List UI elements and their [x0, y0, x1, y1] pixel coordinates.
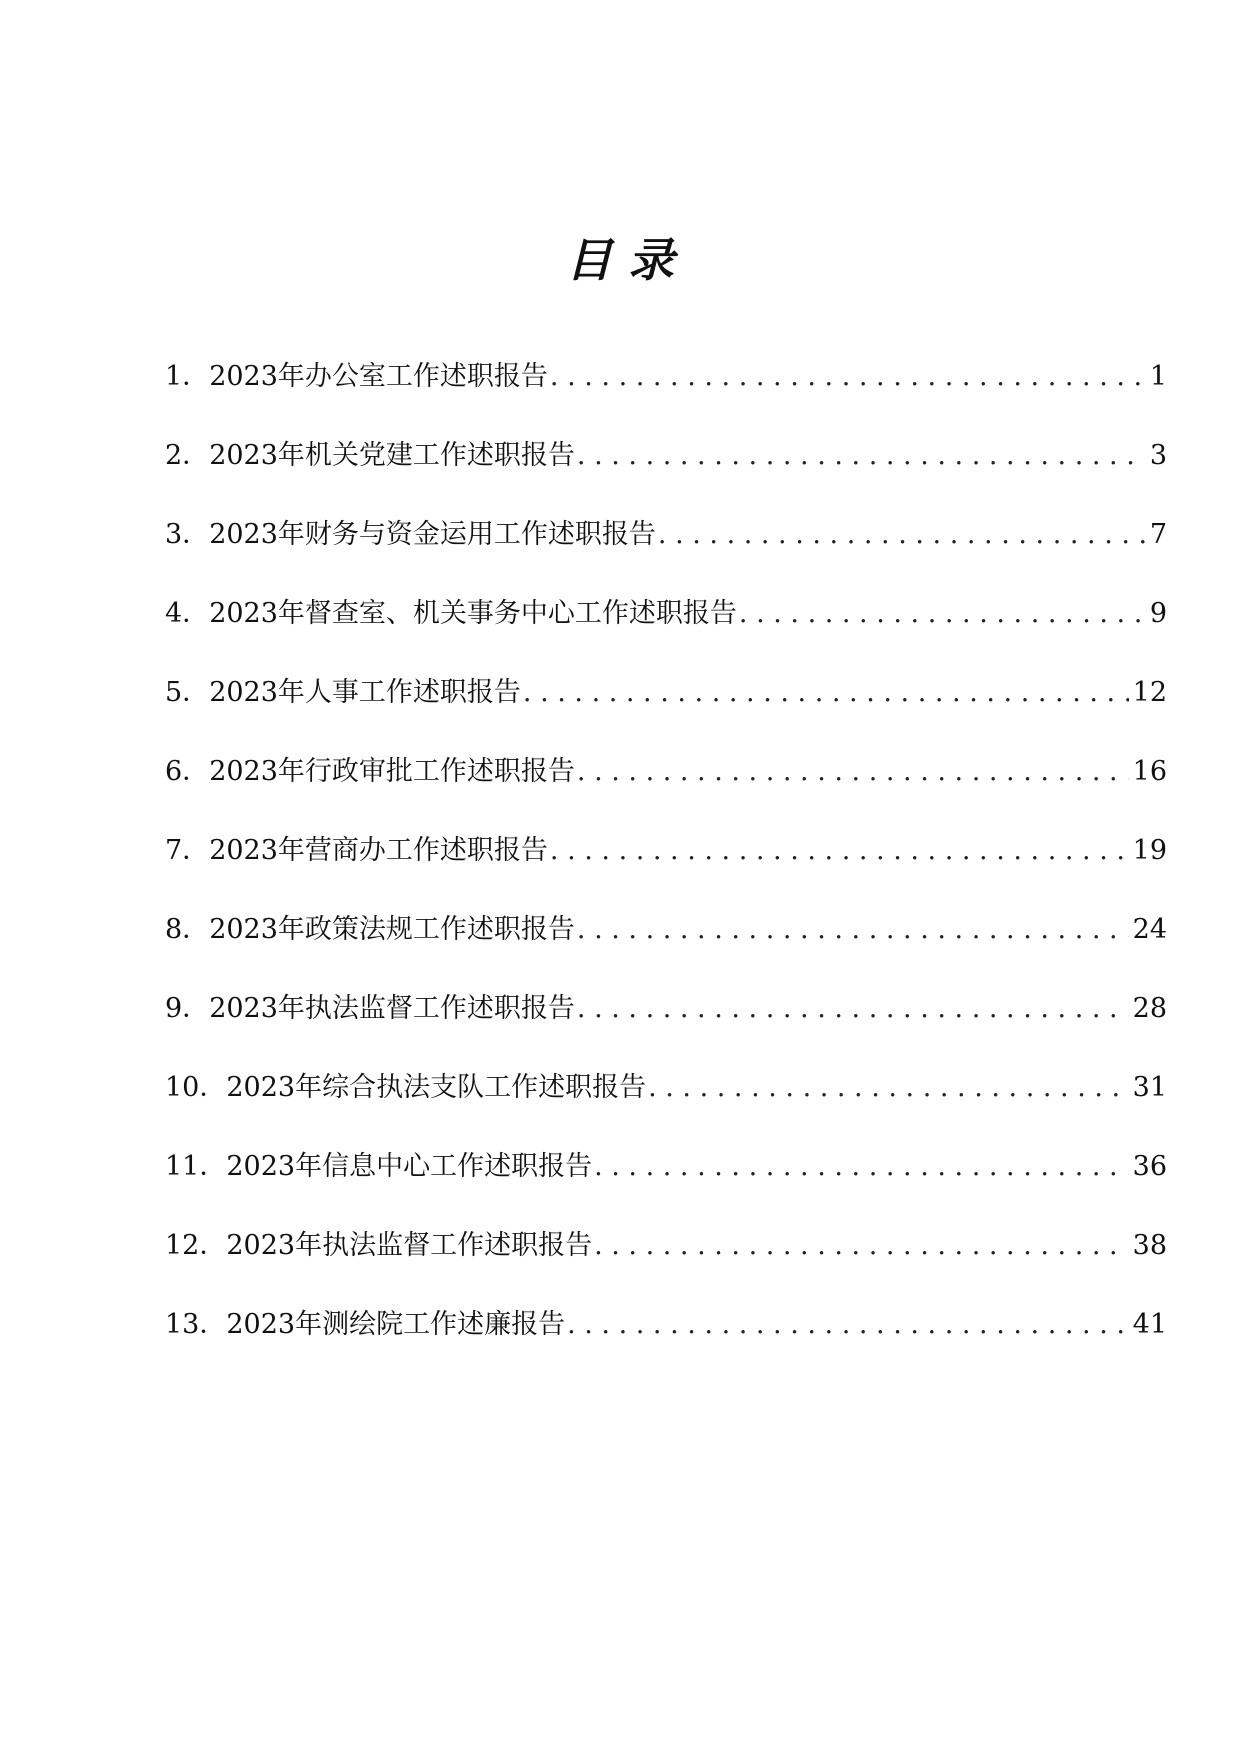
- toc-entry-page: 16: [1132, 756, 1167, 787]
- toc-entry-title: 2023年执法监督工作述职报告: [226, 1230, 593, 1261]
- toc-entry-number: 2．: [165, 440, 210, 471]
- toc-entry-page: 24: [1132, 914, 1167, 945]
- toc-entry[interactable]: [165, 984, 1167, 1063]
- toc-entry-number: 5．: [165, 677, 210, 708]
- toc-dot-leader: [658, 510, 1146, 560]
- toc-entry-number: 12．: [165, 1230, 227, 1261]
- toc-entry-page: 3: [1149, 440, 1167, 471]
- toc-dot-leader: [648, 1063, 1129, 1113]
- toc-list: [165, 352, 1167, 1379]
- toc-entry[interactable]: [165, 747, 1167, 826]
- toc-dot-leader: [523, 668, 1129, 718]
- toc-entry-page: 38: [1132, 1230, 1167, 1261]
- toc-entry[interactable]: [165, 510, 1167, 589]
- toc-dot-leader: [550, 352, 1146, 402]
- toc-dot-leader: [577, 905, 1129, 955]
- toc-entry[interactable]: [165, 1063, 1167, 1142]
- toc-entry-page: 41: [1132, 1309, 1167, 1340]
- toc-entry-title: 2023年财务与资金运用工作述职报告: [209, 519, 656, 550]
- toc-dot-leader: [550, 826, 1129, 876]
- toc-entry-title: 2023年综合执法支队工作述职报告: [226, 1072, 647, 1103]
- toc-dot-leader: [567, 1300, 1129, 1350]
- toc-entry-title: 2023年行政审批工作述职报告: [209, 756, 575, 787]
- toc-entry-title: 2023年信息中心工作述职报告: [226, 1151, 593, 1182]
- toc-title: 目 录: [565, 233, 674, 287]
- toc-dot-leader: [577, 984, 1129, 1034]
- toc-entry[interactable]: [165, 1142, 1167, 1221]
- toc-dot-leader: [594, 1142, 1129, 1192]
- toc-dot-leader: [594, 1221, 1129, 1271]
- toc-entry[interactable]: [165, 352, 1167, 431]
- toc-entry-number: 8．: [165, 914, 210, 945]
- toc-entry-title: 2023年人事工作述职报告: [209, 677, 521, 708]
- toc-entry-number: 9．: [165, 993, 210, 1024]
- toc-entry-number: 13．: [165, 1309, 227, 1340]
- toc-entry-page: 7: [1149, 519, 1167, 550]
- toc-entry[interactable]: [165, 1300, 1167, 1379]
- toc-entry-number: 6．: [165, 756, 210, 787]
- toc-entry[interactable]: [165, 431, 1167, 510]
- toc-entry[interactable]: [165, 668, 1167, 747]
- toc-entry[interactable]: [165, 905, 1167, 984]
- toc-dot-leader: [739, 589, 1146, 639]
- toc-entry-title: 2023年政策法规工作述职报告: [209, 914, 575, 945]
- toc-entry[interactable]: [165, 589, 1167, 668]
- toc-entry-number: 7．: [165, 835, 210, 866]
- toc-entry-title: 2023年督查室、机关事务中心工作述职报告: [209, 598, 737, 629]
- toc-entry-page: 36: [1132, 1151, 1167, 1182]
- toc-entry-number: 4．: [165, 598, 210, 629]
- toc-entry-page: 9: [1149, 598, 1167, 629]
- toc-entry-page: 12: [1132, 677, 1167, 708]
- toc-entry[interactable]: [165, 826, 1167, 905]
- toc-entry-title: 2023年机关党建工作述职报告: [209, 440, 575, 471]
- toc-entry-title: 2023年营商办工作述职报告: [209, 835, 548, 866]
- toc-entry-page: 28: [1132, 993, 1167, 1024]
- toc-entry-number: 10．: [165, 1072, 227, 1103]
- toc-entry-number: 11．: [165, 1151, 227, 1182]
- toc-entry-page: 19: [1132, 835, 1167, 866]
- toc-entry-title: 2023年执法监督工作述职报告: [209, 993, 575, 1024]
- toc-entry-page: 1: [1149, 361, 1167, 392]
- toc-entry-page: 31: [1132, 1072, 1167, 1103]
- toc-entry-title: 2023年办公室工作述职报告: [209, 361, 548, 392]
- toc-entry-title: 2023年测绘院工作述廉报告: [226, 1309, 566, 1340]
- toc-entry-number: 1．: [165, 361, 210, 392]
- toc-entry[interactable]: [165, 1221, 1167, 1300]
- toc-dot-leader: [577, 431, 1146, 481]
- toc-entry-number: 3．: [165, 519, 210, 550]
- toc-dot-leader: [577, 747, 1129, 797]
